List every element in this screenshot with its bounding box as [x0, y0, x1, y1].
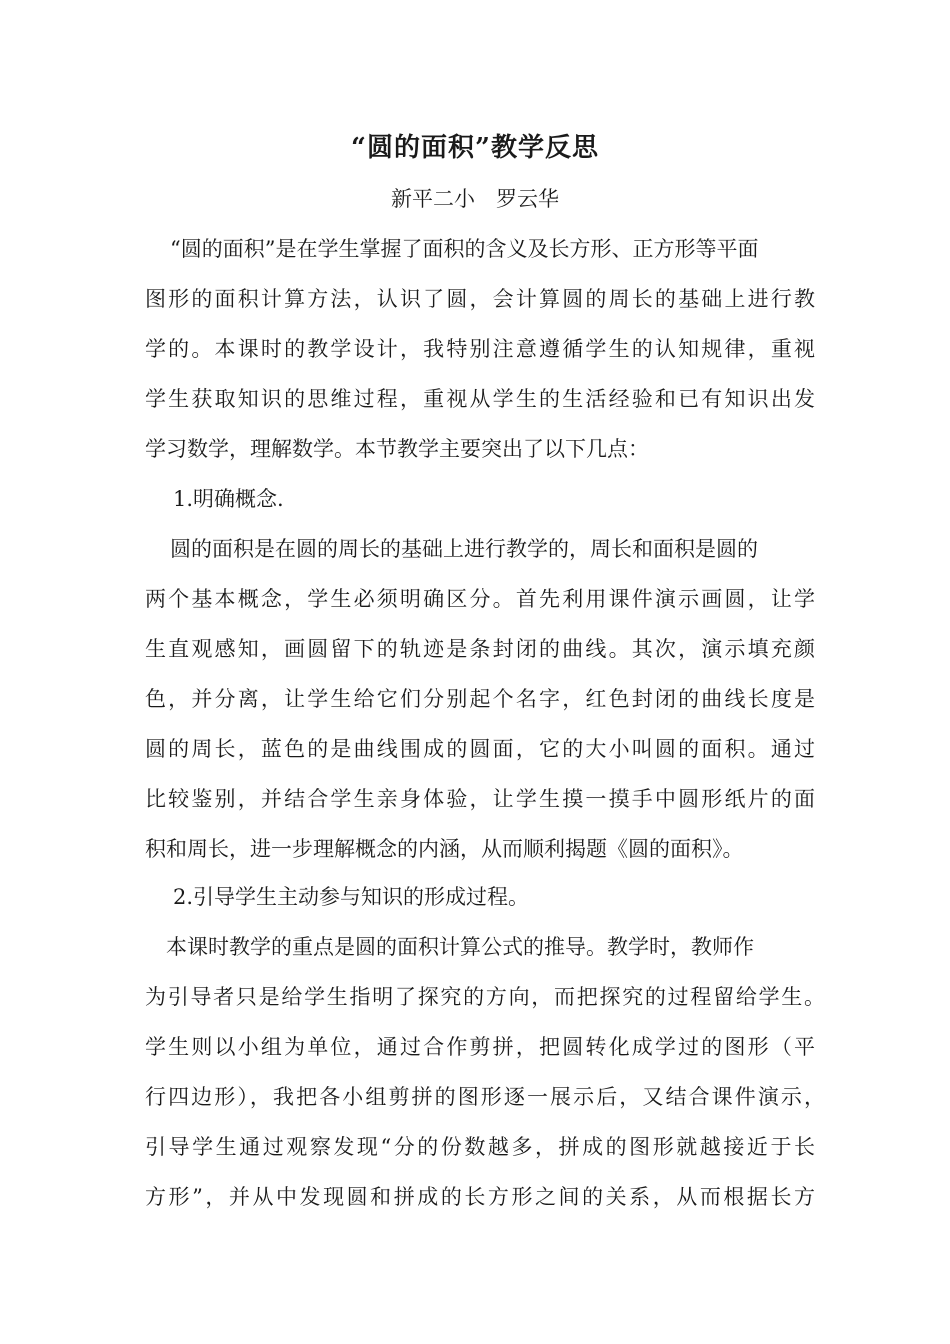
- paragraph-line: 学生获取知识的思维过程，重视从学生的生活经验和已有知识出发: [145, 387, 815, 411]
- section-heading: 2.引导学生主动参与知识的形成过程。: [173, 885, 530, 909]
- paragraph-line: 学的。本课时的教学设计，我特别注意遵循学生的认知规律，重视: [145, 337, 815, 361]
- paragraph-line: 色，并分离，让学生给它们分别起个名字，红色封闭的曲线长度是: [145, 687, 815, 711]
- paragraph-line: 学习数学，理解数学。本节教学主要突出了以下几点：: [145, 437, 649, 461]
- paragraph-line: 积和周长，进一步理解概念的内涵，从而顺利揭题《圆的面积》。: [145, 837, 744, 861]
- paragraph-line: 圆的周长，蓝色的是曲线围成的圆面，它的大小叫圆的面积。通过: [145, 737, 815, 761]
- paragraph-line: 引导学生通过观察发现“分的份数越多，拼成的图形就越接近于长: [145, 1135, 815, 1159]
- paragraph-line: 生直观感知，画圆留下的轨迹是条封闭的曲线。其次，演示填充颜: [145, 637, 815, 661]
- paragraph-line: 两个基本概念，学生必须明确区分。首先利用课件演示画圆，让学: [145, 587, 815, 611]
- paragraph-line: 比较鉴别，并结合学生亲身体验，让学生摸一摸手中圆形纸片的面: [145, 787, 815, 811]
- document-author: 新平二小 罗云华: [391, 187, 559, 211]
- paragraph-line: 图形的面积计算方法，认识了圆，会计算圆的周长的基础上进行教: [145, 287, 815, 311]
- document-title: “圆的面积”教学反思: [351, 133, 599, 163]
- paragraph-line: 学生则以小组为单位，通过合作剪拼，把圆转化成学过的图形（平: [145, 1035, 815, 1059]
- section-heading: 1.明确概念.: [173, 487, 284, 511]
- paragraph-line: 方形”，并从中发现圆和拼成的长方形之间的关系，从而根据长方: [145, 1185, 815, 1209]
- paragraph-line: 本课时教学的重点是圆的面积计算公式的推导。教学时，教师作: [166, 935, 754, 959]
- paragraph-line: 圆的面积是在圆的周长的基础上进行教学的，周长和面积是圆的: [170, 537, 758, 561]
- paragraph-line: 为引导者只是给学生指明了探究的方向，而把探究的过程留给学生。: [145, 985, 825, 1009]
- paragraph-line: “圆的面积”是在学生掌握了面积的含义及长方形、正方形等平面: [170, 237, 759, 261]
- paragraph-line: 行四边形），我把各小组剪拼的图形逐一展示后，又结合课件演示，: [145, 1085, 825, 1109]
